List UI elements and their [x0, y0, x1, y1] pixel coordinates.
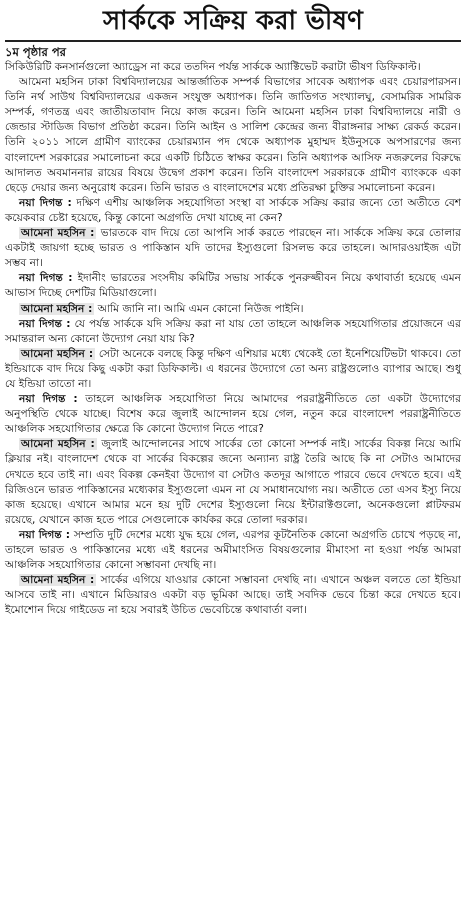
interview-paragraph: [5, 196, 461, 226]
continued-from-label: ১ম পৃষ্ঠার পর: [5, 45, 66, 59]
speaker-label: নয়া দিগন্ত :: [19, 272, 73, 285]
headline: সার্ককে সক্রিয় করা ভীষণ: [102, 6, 364, 36]
interview-paragraph: [5, 528, 461, 573]
intro-paragraph: সিকিউরিটি কনসার্নগুলো অ্যাড্রেস না করে ততদিন পর্যন্ত সার্ককে অ্যাক্টিভেট করাটা ভীষণ ডিফিকাল্ট।: [5, 61, 421, 73]
paragraph-text: তাহলে আঞ্চলিক সহযোগিতা নিয়ে আমাদের পররাষ্ট্রনীতিতে তো একটা উদ্যোগের অনুপস্থিতি থেকে যাচ্ছে। বিশেষ করে জুলাই আন্দোলন হয়ে গেল, নতুন করে বাংলাদেশ পররাষ্ট্রনীতিতে আঞ্চলিক সহযোগিতার ক্ষেত্রে কি কোনো উদ্যোগ নিতে পারে?: [5, 393, 461, 436]
paragraph-text: আমি জানি না। আমি এমন কোনো নিউজ পাইনি।: [97, 302, 304, 315]
interview-paragraph: [5, 437, 461, 528]
interview-paragraph: [5, 573, 461, 618]
speaker-label: আমেনা মহসিন :: [21, 302, 93, 315]
speaker-label: নয়া দিগন্ত :: [19, 528, 71, 541]
paragraph-text: দক্ষিণ এশীয় আঞ্চলিক সহযোগিতা সংস্থা বা সার্ককে সক্রিয় করার জন্যে তো অতীতে বেশ কয়েকবার চেষ্টা হয়েছে, কিন্তু কোনো অগ্রগতি দেখা যাচ্ছে না কেন?: [5, 196, 461, 224]
interview-paragraph: [5, 347, 461, 392]
speaker-label: নয়া দিগন্ত :: [19, 317, 71, 330]
interview-paragraph: [5, 392, 461, 437]
paragraph-text: সেটা অনেকে বলছে কিন্তু দক্ষিণ এশিয়ার মধ্যে থেকেই তো ইনেশিয়েটিভটা থাকবে। তো ইন্ডিয়াকে বাদ দিয়ে কিছু একটা করা ডিফিকাল্ট। এ ধরনের উদ্যোগে তো অন্য রাষ্ট্রগুলোও ব্যাপার আছে। শুধু যে ইন্ডিয়া তাতো না।: [5, 347, 461, 390]
headline-divider: [5, 40, 461, 42]
paragraph-text: সার্কের এগিয়ে যাওয়ার কোনো সম্ভাবনা দেখছি না। এখানে অঞ্চল বলতে তো ইন্ডিয়া আসবে তাই না। এখানে মিডিয়ারও একটা বড় ভূমিকা আছে। তাই সবদিক ভেবে চিন্তা করে দেখতে হবে। ইমোশোন দিয়ে গাইডেড না হয়ে সবারই উচিত ভেবেচিন্তে কথাবার্তা বলা।: [5, 574, 461, 617]
interview-paragraph: [5, 317, 461, 347]
speaker-label: আমেনা মহসিন :: [21, 347, 94, 360]
paragraph-text: ইদানীং ভারতের সংসদীয় কমিটির সভায় সার্ককে পুনরুজ্জীবন নিয়ে কথাবার্তা হয়েছে এমন আভাস দিচ্ছে দেশটির মিডিয়াগুলো।: [5, 272, 461, 300]
speaker-label: আমেনা মহসিন :: [21, 438, 95, 451]
speaker-label: নয়া দিগন্ত :: [19, 196, 72, 209]
speaker-label: নয়া দিগন্ত :: [19, 393, 78, 406]
intro-paragraph: আমেনা মহসিন ঢাকা বিশ্ববিদ্যালয়ের আন্তর্জাতিক সম্পর্ক বিভাগের সাবেক অধ্যাপক এবং চেয়ারপারসন। তিনি নর্থ সাউথ বিশ্ববিদ্যালয়ের একজন সংযুক্ত অধ্যাপক। তিনি জাতিগত সংখ্যালঘু, বেসামরিক সামরিক সম্পর্ক, গণতন্ত্র এবং জাতীয়তাবাদ নিয়ে কাজ করেন। তিনি আমেনা মহসিন ঢাকা বিশ্ববিদ্যালয়ে নারী ও জেন্ডার স্টাডিজ বিভাগ প্রতিষ্ঠা করেন। তিনি আইন ও সালিশ কেন্দ্রের জন্য বীরাঙ্গনার সাক্ষ্য রেকর্ড করেন। তিনি ২০১১ সালে গ্রামীণ ব্যাংকের চেয়ারম্যান পদ থেকে অধ্যাপক মুহাম্মদ ইউনুসকে অপসারণের জন্য বাংলাদেশ সরকারের সমালোচনা করে একটি চিঠিতে স্বাক্ষর করেন। তিনি অধ্যাপক আসিফ নজরুলের বিরুদ্ধে আদালত অবমাননার রায়ের বিষয়ে উদ্বেগ প্রকাশ করেন। তিনি বাংলাদেশ সরকারকে গ্রামীণ ব্যাংককে একা ছেড়ে দেয়ার জন্য অনুরোধ করেন। তিনি ভারত ও বাংলাদেশের মধ্যে প্রতিরক্ষা চুক্তির সমালোচনা করেন।: [5, 76, 461, 194]
paragraph-text: ভারতকে বাদ দিয়ে তো আপনি সার্ক করতে পারছেন না। সার্ককে সক্রিয় করে তোলার একটাই জায়গা হচ্ছে ভারত ও পাকিস্তান যদি তাদের ইস্যুগুলো রিসলভ করে তাহলে। আদারওয়াইজ এটা সম্ভব না।: [5, 227, 461, 270]
paragraph-text: জুলাই আন্দোলনের সাথে সার্কের তো কোনো সম্পর্ক নাই। সার্কের বিকল্প নিয়ে আমি ক্লিয়ার নই। বাংলাদেশ থেকে বা সার্কের বিকল্পের জন্যে অন্যান্য রাষ্ট্র তৈরি আছে কি না সেটাও আমাদের দেখতে হবে তাই না। এবং বিকল্প কেনইবা উদ্যোগ বা সেটাও কতদূর আগাতে পারবে ভেবে দেখতে হবে। এই রিজিওনে ভারত পাকিস্তানের মধ্যেকার ইস্যুগুলো এমন না যে সমাধানযোগ্য নয়। অতীতে তো এসব ইস্যু নিয়ে কাজ হয়েছে। এখানে আমার মনে হয় দুটি দেশের ইস্যুগুলো নিয়ে ইন্টারাক্টগুলো, অনেকগুলো প্লাটফরম রয়েছে, যেখানে কাজ হতে পারে সেগুলোকে কার্যকর করে তোলা দরকার।: [5, 438, 461, 526]
paragraph-text: সম্প্রতি দুটি দেশের মধ্যে যুদ্ধ হয়ে গেল, এরপর কূটনৈতিক কোনো অগ্রগতি চোখে পড়ছে না, তাহলে ভারত ও পাকিস্তানের মধ্যে এই ধরনের অমীমাংসিত বিষয়গুলোর মীমাংসা না হওয়া পর্যন্ত আমরা আঞ্চলিক সহযোগিতার কোনো সম্ভাবনা দেখছি না।: [5, 528, 462, 572]
interview-body: [5, 196, 461, 619]
interview-paragraph: [5, 271, 461, 301]
interview-paragraph: [5, 302, 461, 317]
speaker-label: আমেনা মহসিন :: [21, 574, 95, 587]
interview-paragraph: [5, 226, 461, 271]
speaker-label: আমেনা মহসিন :: [21, 227, 95, 240]
paragraph-text: যে পর্যন্ত সার্ককে যদি সক্রিয় করা না যায় তো তাহলে আঞ্চলিক সহযোগিতার প্রয়োজনে এর সমান্তরাল অন্য কোনো উদ্যোগ নেয়া যায় কি?: [5, 317, 461, 345]
